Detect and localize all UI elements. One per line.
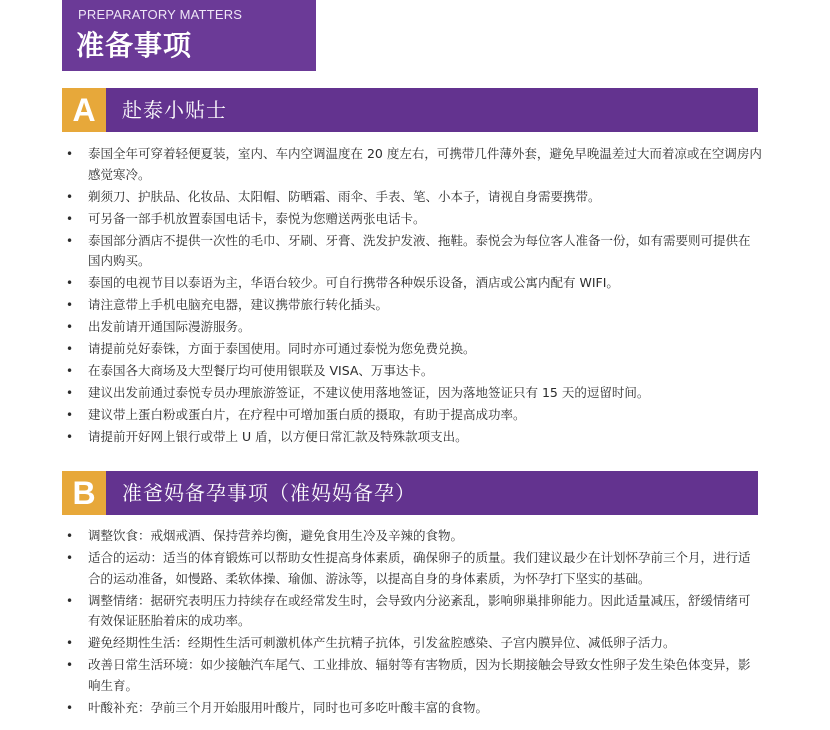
page-header: [62, 0, 316, 71]
list-item: • 叶酸补充：孕前三个月开始服用叶酸片，同时也可多吃叶酸丰富的食物。: [62, 698, 762, 719]
section-b-header: [62, 471, 758, 515]
section-a-header: [62, 88, 758, 132]
list-item: • 请注意带上手机电脑充电器，建议携带旅行转化插头。: [62, 295, 762, 316]
list-item: • 建议带上蛋白粉或蛋白片，在疗程中可增加蛋白质的摄取，有助于提高成功率。: [62, 405, 762, 426]
list-item: • 泰国全年可穿着轻便夏装，室内、车内空调温度在 20 度左右，可携带几件薄外套，避免早晚温差过大而着凉或在空调房内感觉寒冷。: [62, 144, 762, 185]
section-b-letter: B: [62, 471, 106, 515]
section-b-list: [62, 526, 762, 720]
list-item: • 出发前请开通国际漫游服务。: [62, 317, 762, 338]
list-item: • 可另备一部手机放置泰国电话卡，泰悦为您赠送两张电话卡。: [62, 209, 762, 230]
section-a-list: [62, 144, 762, 449]
section-a-title: 赴泰小贴士: [122, 98, 227, 122]
list-item: • 适合的运动：适当的体育锻炼可以帮助女性提高身体素质，确保卵子的质量。我们建议最少在计划怀孕前三个月，进行适合的运动准备，如慢路、柔软体操、瑜伽、游泳等，以提高自身的身体素质，为怀孕打下坚实的基础。: [62, 548, 762, 589]
list-item: • 避免经期性生活：经期性生活可刺激机体产生抗精子抗体，引发盆腔感染、子宫内膜异位、减低卵子活力。: [62, 633, 762, 654]
list-item: • 建议出发前通过泰悦专员办理旅游签证，不建议使用落地签证，因为落地签证只有 15 天的逗留时间。: [62, 383, 762, 404]
list-item: • 调整饮食：戒烟戒酒、保持营养均衡，避免食用生冷及辛辣的食物。: [62, 526, 762, 547]
list-item: • 调整情绪：据研究表明压力持续存在或经常发生时，会导致内分泌紊乱，影响卵巢排卵能力。因此适量减压，舒缓情绪可有效保证胚胎着床的成功率。: [62, 591, 762, 632]
list-item: • 请提前开好网上银行或带上 U 盾，以方便日常汇款及特殊款项支出。: [62, 427, 762, 448]
list-item: • 泰国部分酒店不提供一次性的毛巾、牙刷、牙膏、洗发护发液、拖鞋。泰悦会为每位客人准备一份，如有需要则可提供在国内购买。: [62, 231, 762, 272]
list-item: • 剃须刀、护肤品、化妆品、太阳帽、防晒霜、雨伞、手表、笔、小本子，请视自身需要携带。: [62, 187, 762, 208]
header-subtitle: PREPARATORY MATTERS: [78, 7, 243, 22]
list-item: • 泰国的电视节目以泰语为主，华语台较少。可自行携带各种娱乐设备，酒店或公寓内配有 WIFI。: [62, 273, 762, 294]
section-a-letter: A: [62, 88, 106, 132]
list-item: • 请提前兑好泰铢，方面于泰国使用。同时亦可通过泰悦为您免费兑换。: [62, 339, 762, 360]
page-title: 准备事项: [76, 29, 193, 62]
list-item: • 改善日常生活环境：如少接触汽车尾气、工业排放、辐射等有害物质，因为长期接触会导致女性卵子发生染色体变异，影响生育。: [62, 655, 762, 696]
section-b-title: 准爸妈备孕事项（准妈妈备孕）: [122, 481, 416, 505]
list-item: • 在泰国各大商场及大型餐厅均可使用银联及 VISA、万事达卡。: [62, 361, 762, 382]
